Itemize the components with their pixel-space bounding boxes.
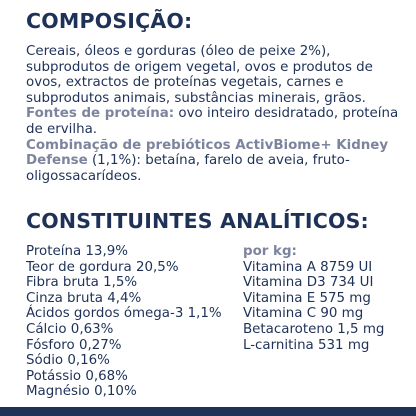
constituent-item: Ácidos gordos ómega-3 1,1% bbox=[26, 306, 222, 322]
vitamin-item: Betacaroteno 1,5 mg bbox=[243, 321, 385, 337]
constituents-list bbox=[26, 244, 246, 400]
bottom-bar bbox=[0, 407, 416, 416]
constituent-item: Cálcio 0,63% bbox=[26, 321, 114, 337]
constituent-item: Magnésio 0,10% bbox=[26, 384, 137, 400]
constituent-item: Teor de gordura 20,5% bbox=[26, 259, 179, 275]
prebiotic-label: Combinação de prebióticos ActivBiome+ Kidney Defense bbox=[26, 137, 389, 169]
protein-sources-label: Fontes de proteína: bbox=[26, 106, 175, 122]
protein-sources bbox=[26, 106, 410, 137]
ingredients-list: Cereais, óleos e gorduras (óleo de peixe 2%), subprodutos de origem vegetal, ovos e produtos de ovos, extractos de proteínas vegetais, carnes e subprodutos animais, substâncias minerais, grãos. bbox=[26, 44, 373, 106]
constituent-item: Fósforo 0,27% bbox=[26, 337, 122, 353]
composition-text bbox=[26, 44, 410, 184]
constituent-item: Proteína 13,9% bbox=[26, 244, 128, 259]
analytical-heading: CONSTITUINTES ANALÍTICOS: bbox=[26, 209, 369, 233]
per-kg-label: por kg: bbox=[243, 244, 297, 259]
prebiotic-text: (1,1%): betaína, farelo de aveia, fruto-oligossacarídeos. bbox=[26, 153, 350, 184]
protein-sources-text: ovo inteiro desidratado, proteína de ervilha. bbox=[26, 106, 399, 137]
vitamin-item: Vitamina C 90 mg bbox=[243, 306, 364, 322]
constituent-item: Potássio 0,68% bbox=[26, 368, 128, 384]
composition-heading: COMPOSIÇÃO: bbox=[26, 9, 193, 33]
prebiotic-blend bbox=[26, 138, 410, 185]
per-kg-list bbox=[243, 244, 413, 353]
vitamin-item: L-carnitina 531 mg bbox=[243, 337, 370, 353]
vitamin-item: Vitamina E 575 mg bbox=[243, 290, 371, 306]
constituent-item: Sódio 0,16% bbox=[26, 353, 110, 369]
vitamin-item: Vitamina A 8759 UI bbox=[243, 259, 373, 275]
constituent-item: Fibra bruta 1,5% bbox=[26, 275, 138, 291]
constituent-item: Cinza bruta 4,4% bbox=[26, 290, 142, 306]
vitamin-item: Vitamina D3 734 UI bbox=[243, 275, 374, 291]
